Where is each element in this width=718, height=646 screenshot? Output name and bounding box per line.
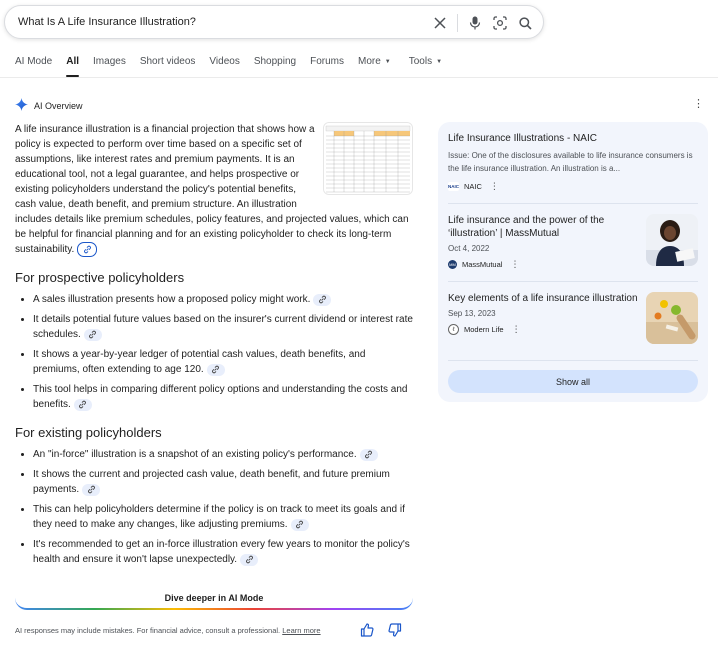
ai-overview-body: [15, 122, 413, 572]
tab-all[interactable]: [66, 56, 79, 73]
source-site: MassMutual: [462, 260, 503, 269]
intro-text: A life insurance illustration is a financial projection that shows how a policy is expected to perform over time based on a specific set of assumptions, like interest rates and premium payments. It is an educational tool, not a legal guarantee, and helps prospective or existing policyholders understand the policy's potential benefits, cash value, death benefit, and premium structure. An illustration includes details like premium schedules, policy features, and projected values, which can be helpful for financial planning and for an existing policyholder to check its long-term sustainability.: [15, 124, 409, 256]
microphone-icon[interactable]: [467, 15, 483, 31]
source-card-naic[interactable]: [448, 132, 698, 192]
caret-down-icon: ▼: [384, 58, 391, 65]
source-divider: [448, 360, 698, 361]
list-item: [33, 382, 413, 412]
list-item-text: This tool helps in comparing different policy options and understanding the costs and benefits.: [33, 384, 408, 411]
tab-label: AI Mode: [15, 56, 53, 67]
tab-label: Shopping: [253, 56, 297, 67]
more-options-icon[interactable]: ⋮: [489, 181, 499, 191]
tab-label: All: [66, 56, 80, 67]
lens-camera-icon[interactable]: [492, 15, 508, 31]
more-options-icon[interactable]: ⋮: [510, 259, 520, 269]
existing-list: [15, 447, 413, 567]
list-item-text: It shows a year-by-year ledger of potential cash values, death benefits, and premiums, often extending to age 120.: [33, 349, 366, 376]
list-item-text: An "in-force" illustration is a snapshot of an existing policy's performance.: [33, 449, 357, 461]
source-link-icon[interactable]: [77, 242, 97, 257]
source-date: Sep 13, 2023: [448, 309, 496, 318]
naic-favicon-icon: NAIC: [448, 184, 459, 189]
modern-life-favicon-icon: ℓ: [448, 324, 459, 335]
dive-deeper-label: Dive deeper in AI Mode: [164, 593, 264, 603]
tab-short-videos[interactable]: [140, 56, 196, 73]
tab-label: Videos: [209, 56, 240, 67]
list-item: [33, 292, 413, 307]
ai-overview-title: AI Overview: [34, 100, 83, 111]
source-divider: [448, 281, 698, 282]
more-options-icon[interactable]: ⋮: [693, 98, 704, 110]
tab-label: Images: [93, 56, 126, 67]
massmutual-thumbnail[interactable]: [646, 214, 698, 266]
source-card-modern-life[interactable]: [448, 292, 638, 335]
tab-videos[interactable]: [209, 56, 239, 73]
list-item: [33, 347, 413, 377]
source-link-icon[interactable]: [360, 449, 378, 461]
source-title: Life Insurance Illustrations - NAIC: [448, 133, 597, 144]
source-link-icon[interactable]: [313, 294, 331, 306]
source-date: Oct 4, 2022: [448, 244, 490, 253]
learn-more-link[interactable]: Learn more: [282, 626, 321, 635]
list-item-text: A sales illustration presents how a proposed policy might work.: [33, 294, 311, 306]
source-link-icon[interactable]: [240, 554, 258, 566]
disclaimer-text: AI responses may include mistakes. For financial advice, consult a professional.: [15, 626, 281, 635]
list-item: [33, 502, 413, 532]
ai-overview-header: [15, 98, 83, 113]
tab-ai-mode[interactable]: [15, 56, 52, 73]
source-meta: [448, 259, 638, 270]
search-input[interactable]: [16, 15, 420, 29]
show-all-button[interactable]: [448, 370, 698, 393]
massmutual-favicon-icon: MM: [449, 262, 456, 267]
tab-label: Tools: [408, 56, 433, 67]
source-site: NAIC: [464, 182, 482, 191]
source-snippet: Issue: One of the disclosures available to life insurance consumers is the life insurance illustration. An illustration is a...: [448, 151, 693, 173]
list-item: [33, 312, 413, 342]
search-divider: [457, 14, 458, 32]
list-item-text: It shows the current and projected cash value, death benefit, and future premium payments.: [33, 469, 390, 496]
source-meta: [448, 324, 638, 335]
source-site: Modern Life: [464, 325, 504, 334]
sparkle-icon: [15, 98, 28, 113]
list-item-text: This can help policyholders determine if the policy is on track to meet its goals and if they need to make any changes, like adjusting premiums.: [33, 504, 405, 531]
tabs-divider: [0, 77, 718, 78]
search-tabs: [15, 56, 456, 73]
ai-overview-intro: [15, 122, 413, 257]
tab-label: Short videos: [139, 56, 196, 67]
tab-tools[interactable]: [409, 56, 442, 73]
source-title: Life insurance and the power of the ‘illustration’ | MassMutual: [448, 215, 605, 239]
clear-icon[interactable]: [432, 15, 448, 31]
show-all-label: Show all: [555, 376, 591, 387]
source-meta: [448, 181, 698, 192]
feedback-buttons: [360, 623, 416, 642]
source-title: Key elements of a life insurance illustration: [448, 293, 638, 304]
list-item: [33, 537, 413, 567]
tab-shopping[interactable]: [254, 56, 296, 73]
more-options-icon[interactable]: ⋮: [511, 324, 521, 334]
modern-life-thumbnail[interactable]: [646, 292, 698, 344]
tab-forums[interactable]: [310, 56, 344, 73]
list-item: [33, 467, 413, 497]
thumbs-up-icon[interactable]: [360, 623, 374, 642]
prospective-list: [15, 292, 413, 412]
source-card-massmutual[interactable]: [448, 214, 638, 270]
sources-panel: [438, 122, 708, 402]
source-link-icon[interactable]: [74, 399, 92, 411]
ai-disclaimer: [15, 626, 321, 635]
dive-deeper-button[interactable]: [15, 588, 413, 610]
source-link-icon[interactable]: [207, 364, 225, 376]
source-divider: [448, 203, 698, 204]
caret-down-icon: ▼: [436, 58, 443, 65]
tab-more[interactable]: [358, 56, 391, 73]
list-item: [33, 447, 413, 462]
list-item-text: It details potential future values based on the insurer's current dividend or interest rate schedules.: [33, 314, 413, 341]
tab-images[interactable]: [93, 56, 126, 73]
search-icon[interactable]: [517, 15, 533, 31]
section-heading-existing: For existing policyholders: [15, 425, 162, 441]
source-link-icon[interactable]: [291, 519, 309, 531]
section-heading-prospective: For prospective policyholders: [15, 270, 185, 286]
source-link-icon[interactable]: [82, 484, 100, 496]
source-link-icon[interactable]: [84, 329, 102, 341]
list-item-text: It's recommended to get an in-force illustration every few years to monitor the policy's health and ensure it won't lapse unexpectedly.: [33, 539, 410, 566]
search-bar[interactable]: [4, 5, 544, 39]
tab-label: Forums: [310, 56, 344, 67]
tab-label: More: [358, 56, 381, 67]
illustration-table-thumbnail[interactable]: [323, 122, 413, 195]
thumbs-down-icon[interactable]: [388, 623, 402, 642]
